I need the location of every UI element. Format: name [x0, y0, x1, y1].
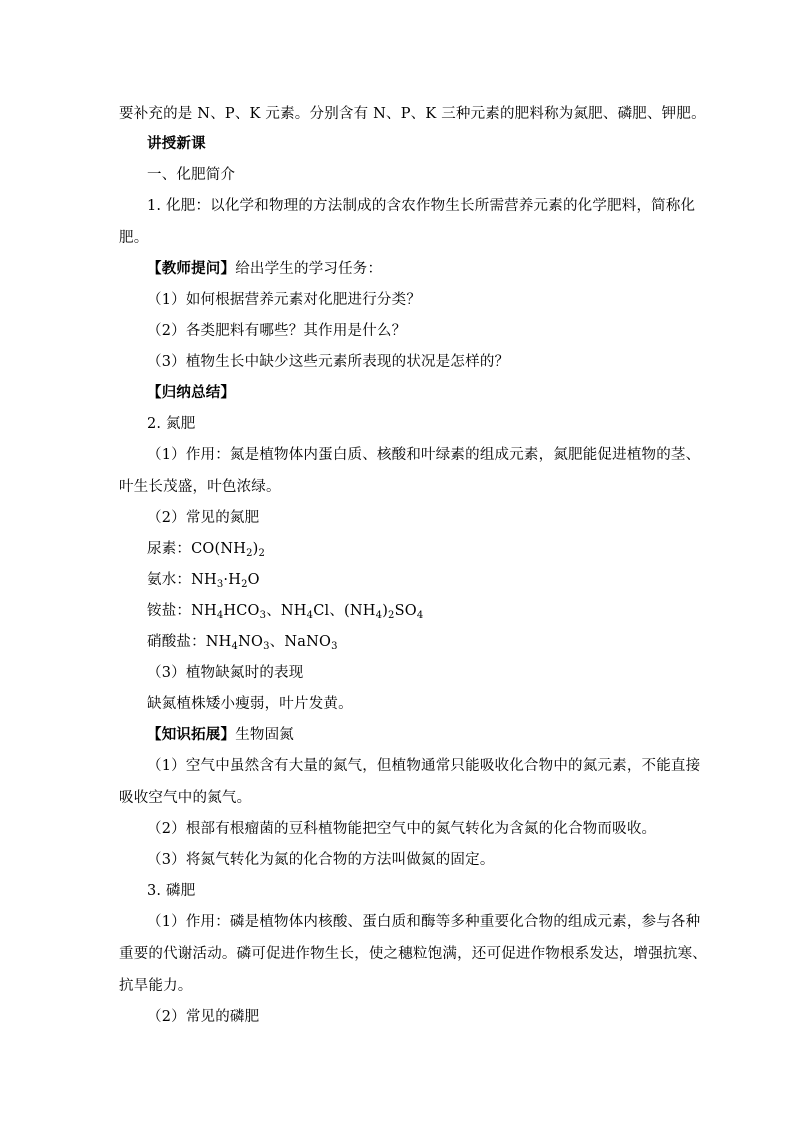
phosphate-function-line-2: 重要的代谢活动。磷可促进作物生长，使之穗粒饱满，还可促进作物根系发达，增强抗寒、 — [119, 946, 707, 962]
knowledge-extension — [147, 726, 294, 744]
teacher-question-tag: 【教师提问】 — [147, 260, 236, 277]
teacher-question — [147, 260, 382, 278]
definition-line-2: 肥。 — [119, 230, 149, 246]
extension-3: （3）将氮气转化为氮的化合物的方法叫做氮的固定。 — [147, 852, 495, 868]
ammonia-water-formula: 氨水：$NH_3\cdot H_2O$ — [147, 572, 260, 590]
ammonium-salts-formula: 铵盐：$NH_4HCO_3$、$NH_4Cl$、$(NH_4)_2SO_4$ — [147, 603, 424, 621]
urea-formula: 尿素：$CO(NH_2)_2$ — [147, 541, 266, 559]
knowledge-extension-tag: 【知识拓展】 — [147, 726, 236, 743]
heading-section-1: 一、化肥简介 — [147, 167, 236, 183]
nitrate-formula: 硝酸盐：$NH_4NO_3$、NaNO$_3$ — [147, 634, 338, 652]
extension-2: （2）根部有根瘤菌的豆科植物能把空气中的氮气转化为含氮的化合物而吸收。 — [147, 821, 657, 837]
heading-new-lesson: 讲授新课 — [147, 135, 206, 152]
phosphate-function-line-1: （1）作用：磷是植物体内核酸、蛋白质和酶等多种重要化合物的组成元素，参与各种 — [147, 914, 701, 930]
definition-line-1: 1. 化肥：以化学和物理的方法制成的含农作物生长所需营养元素的化学肥料，简称化 — [147, 198, 696, 214]
extension-1-line-1: （1）空气中虽然含有大量的氮气，但植物通常只能吸收化合物中的氮元素，不能直接 — [147, 758, 701, 774]
phosphate-function-line-3: 抗旱能力。 — [119, 978, 193, 994]
nitrogen-deficiency-text: 缺氮植株矮小瘦弱，叶片发黄。 — [147, 696, 353, 712]
teacher-question-text: 给出学生的学习任务： — [235, 261, 383, 277]
extension-1-line-2: 吸收空气中的氮气。 — [119, 790, 252, 806]
phosphate-fertilizer-title: 3. 磷肥 — [147, 883, 196, 899]
knowledge-extension-title: 生物固氮 — [235, 727, 295, 743]
question-3: （3）植物生长中缺少这些元素所表现的状况是怎样的？ — [147, 354, 510, 370]
summary-tag: 【归纳总结】 — [147, 384, 236, 401]
question-2: （2）各类肥料有哪些？其作用是什么？ — [147, 323, 407, 339]
nitrogen-function-line-2: 叶生长茂盛，叶色浓绿。 — [119, 479, 281, 495]
phosphate-common-title: （2）常见的磷肥 — [147, 1009, 260, 1025]
nitrogen-fertilizer-title: 2. 氮肥 — [147, 416, 196, 432]
question-1: （1）如何根据营养元素对化肥进行分类？ — [147, 292, 422, 308]
nitrogen-function-line-1: （1）作用：氮是植物体内蛋白质、核酸和叶绿素的组成元素，氮肥能促进植物的茎、 — [147, 447, 701, 463]
nitrogen-common-title: （2）常见的氮肥 — [147, 510, 260, 526]
intro-paragraph: 要补充的是 N、P、K 元素。分别含有 N、P、K 三种元素的肥料称为氮肥、磷肥、钾肥。 — [119, 106, 706, 122]
nitrogen-deficiency-title: （3）植物缺氮时的表现 — [147, 665, 304, 681]
